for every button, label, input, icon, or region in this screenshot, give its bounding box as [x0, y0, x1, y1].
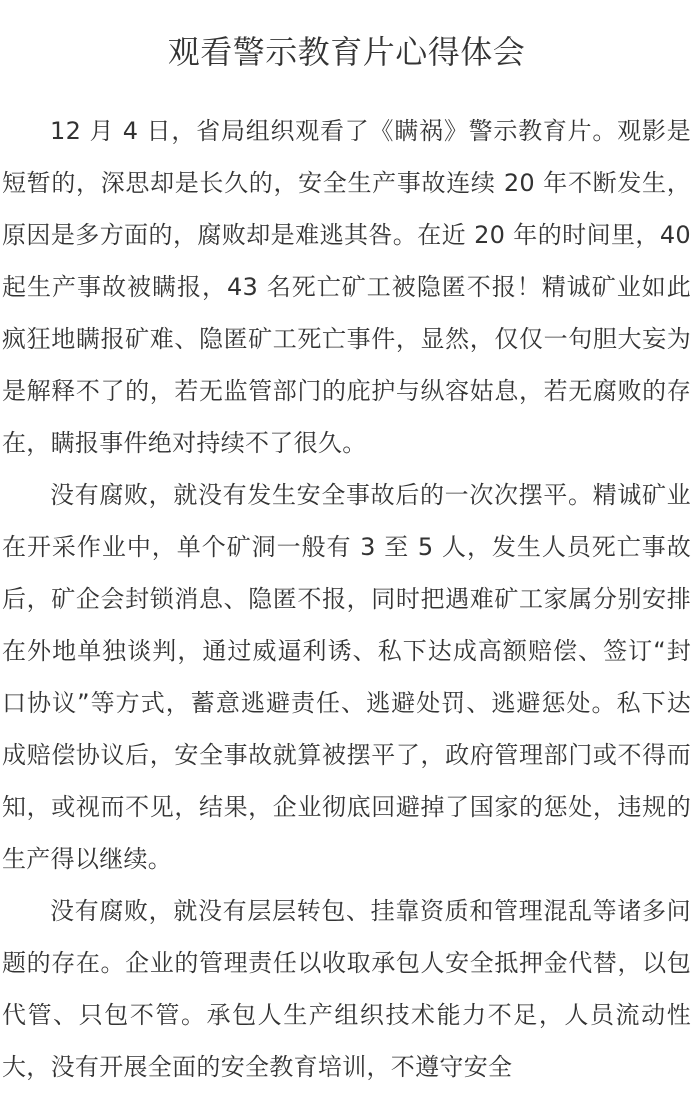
paragraph-1: 12 月 4 日，省局组织观看了《瞒祸》警示教育片。观影是短暂的，深思却是长久的，安全生产事故连续 20 年不断发生，原因是多方面的，腐败却是难逃其咎。在近 20 年的时间里，40 起生产事故被瞒报，43 名死亡矿工被隐匿不报！精诚矿业如此疯狂地瞒报矿难、隐匿矿工死亡事件，显然，仅仅一句胆大妄为是解释不了的，若无监管部门的庇护与纵容姑息，若无腐败的存在，瞒报事件绝对持续不了很久。: [2, 117, 691, 457]
document-body: [2, 105, 691, 1093]
paragraph-2: 没有腐败，就没有发生安全事故后的一次次摆平。精诚矿业在开采作业中，单个矿洞一般有 3 至 5 人，发生人员死亡事故后，矿企会封锁消息、隐匿不报，同时把遇难矿工家属分别安排在外地单独谈判，通过威逼利诱、私下达成高额赔偿、签订“封口协议”等方式，蓄意逃避责任、逃避处罚、逃避惩处。私下达成赔偿协议后，安全事故就算被摆平了，政府管理部门或不得而知，或视而不见，结果，企业彻底回避掉了国家的惩处，违规的生产得以继续。: [2, 481, 691, 873]
paragraph-3: 没有腐败，就没有层层转包、挂靠资质和管理混乱等诸多问题的存在。企业的管理责任以收取承包人安全抵押金代替，以包代管、只包不管。承包人生产组织技术能力不足，人员流动性大，没有开展全面的安全教育培训，不遵守安全: [2, 897, 691, 1081]
document-title: 观看警示教育片心得体会: [167, 33, 526, 71]
